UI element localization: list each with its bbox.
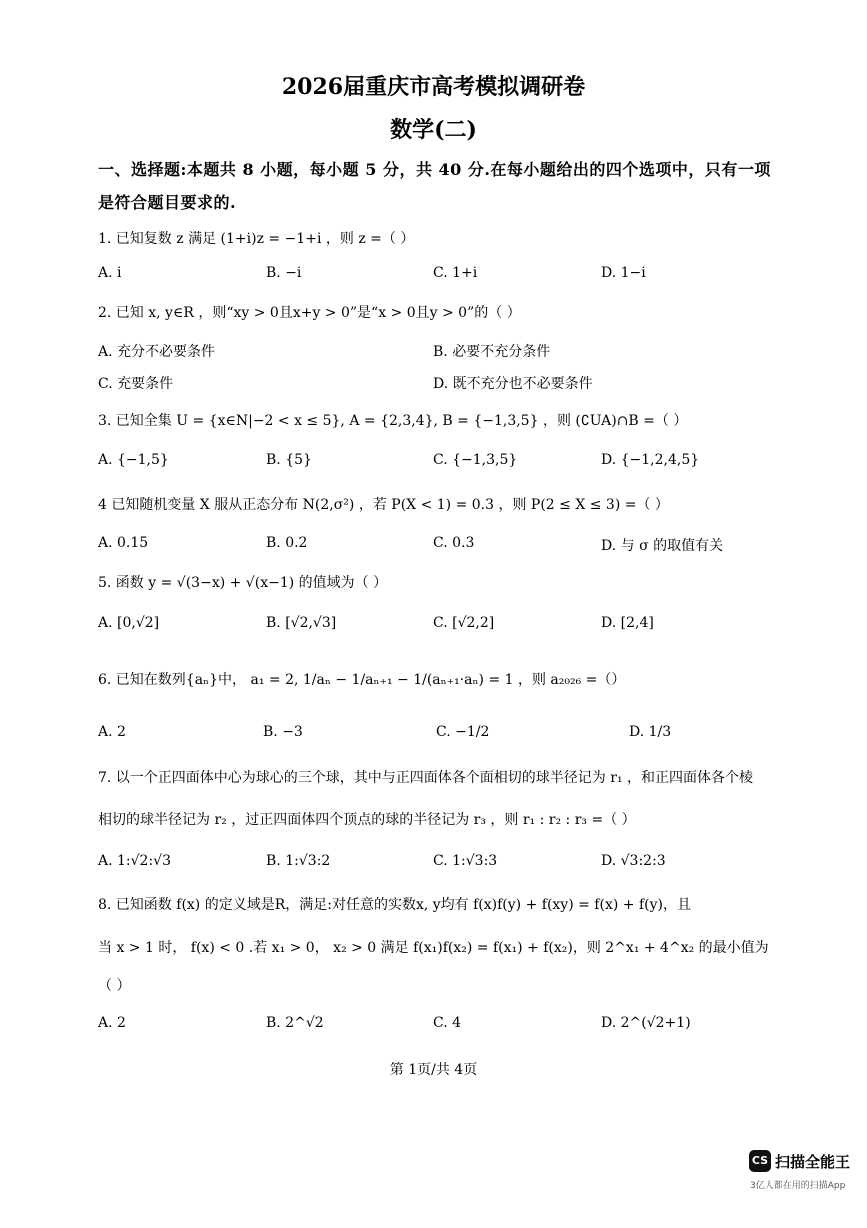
question-1-option-b: B. −i <box>266 265 302 281</box>
question-5-option-c: C. [√2,2] <box>433 615 495 631</box>
scanner-logo-icon: CS <box>749 1150 771 1172</box>
question-5-option-a: A. [0,√2] <box>98 615 160 631</box>
question-8-option-c: C. 4 <box>433 1015 462 1031</box>
question-2-option-b: B. 必要不充分条件 <box>433 344 551 360</box>
question-6-option-c: C. −1/2 <box>436 724 490 740</box>
question-5-stem: 5. 函数 y = √(3−x) + √(x−1) 的值域为（ ） <box>98 575 388 591</box>
question-4-option-b: B. 0.2 <box>266 535 308 551</box>
question-7-stem-line2: 相切的球半径记为 r₂ ，过正四面体四个顶点的球的半径记为 r₃ ，则 r₁ : r₂ : r₃ =（ ） <box>98 812 636 828</box>
question-5-option-b: B. [√2,√3] <box>266 615 337 631</box>
section-heading-line2: 是符合题目要求的. <box>98 193 237 212</box>
question-3-option-c: C. {−1,3,5} <box>433 452 518 468</box>
question-3-option-a: A. {−1,5} <box>98 452 169 468</box>
page-number: 第 1页/共 4页 <box>389 1062 478 1078</box>
page-subtitle: 数学(二) <box>390 117 477 143</box>
question-6-option-b: B. −3 <box>263 724 303 740</box>
question-1-option-d: D. 1−i <box>601 265 646 281</box>
question-8-stem-line1: 8. 已知函数 f(x) 的定义域是R，满足:对任意的实数x, y均有 f(x)f(y) + f(xy) = f(x) + f(y)，且 <box>98 897 691 913</box>
question-2-option-c: C. 充要条件 <box>98 376 174 392</box>
question-1-option-c: C. 1+i <box>433 265 478 281</box>
question-3-option-b: B. {5} <box>266 452 312 468</box>
question-8-option-a: A. 2 <box>98 1015 126 1031</box>
question-1-stem: 1. 已知复数 z 满足 (1+i)z = −1+i ，则 z =（ ） <box>98 231 415 247</box>
question-4-option-a: A. 0.15 <box>98 535 149 551</box>
question-7-stem-line1: 7. 以一个正四面体中心为球心的三个球，其中与正四面体各个面相切的球半径记为 r₁ ，和正四面体各个棱 <box>98 770 754 786</box>
question-3-stem: 3. 已知全集 U = {x∈N|−2 < x ≤ 5}, A = {2,3,4}, B = {−1,3,5} ，则 (∁UA)∩B =（ ） <box>98 413 688 429</box>
question-5-option-d: D. [2,4] <box>601 615 654 631</box>
question-3-option-d: D. {−1,2,4,5} <box>601 452 700 468</box>
question-7-option-d: D. √3:2:3 <box>601 853 666 869</box>
question-8-stem-line3: （ ） <box>98 978 131 994</box>
question-7-option-a: A. 1:√2:√3 <box>98 853 172 869</box>
question-4-stem: 4 已知随机变量 X 服从正态分布 N(2,σ²) ，若 P(X < 1) = 0.3 ，则 P(2 ≤ X ≤ 3) =（ ） <box>98 497 669 513</box>
question-4-option-c: C. 0.3 <box>433 535 475 551</box>
scanner-tagline: 3亿人都在用的扫描App <box>750 1181 846 1191</box>
scanner-brand: 扫描全能王 <box>775 1153 851 1171</box>
question-7-option-b: B. 1:√3:2 <box>266 853 331 869</box>
question-6-option-d: D. 1/3 <box>629 724 672 740</box>
question-2-stem: 2. 已知 x, y∈R ，则“xy > 0且x+y > 0”是“x > 0且y > 0”的（ ） <box>98 305 521 321</box>
question-7-option-c: C. 1:√3:3 <box>433 853 498 869</box>
question-6-stem: 6. 已知在数列{aₙ}中， a₁ = 2, 1/aₙ − 1/aₙ₊₁ − 1/(aₙ₊₁·aₙ) = 1 ，则 a₂₀₂₆ =（） <box>98 672 626 688</box>
question-1-option-a: A. i <box>98 265 122 281</box>
question-4-option-d: D. 与 σ 的取值有关 <box>601 538 724 554</box>
question-2-option-d: D. 既不充分也不必要条件 <box>433 376 593 392</box>
question-2-option-a: A. 充分不必要条件 <box>98 344 216 360</box>
question-8-option-d: D. 2^(√2+1) <box>601 1015 691 1031</box>
question-6-option-a: A. 2 <box>98 724 126 740</box>
section-heading-line1: 一、选择题:本题共 8 小题，每小题 5 分，共 40 分.在每小题给出的四个选项中，只有一项 <box>98 160 771 179</box>
page-title: 2026届重庆市高考模拟调研卷 <box>281 74 586 100</box>
question-8-option-b: B. 2^√2 <box>266 1015 324 1031</box>
question-8-stem-line2: 当 x > 1 时， f(x) < 0 .若 x₁ > 0， x₂ > 0 满足 f(x₁)f(x₂) = f(x₁) + f(x₂)，则 2^x₁ + 4^x₂ 的最小值为 <box>98 940 769 956</box>
